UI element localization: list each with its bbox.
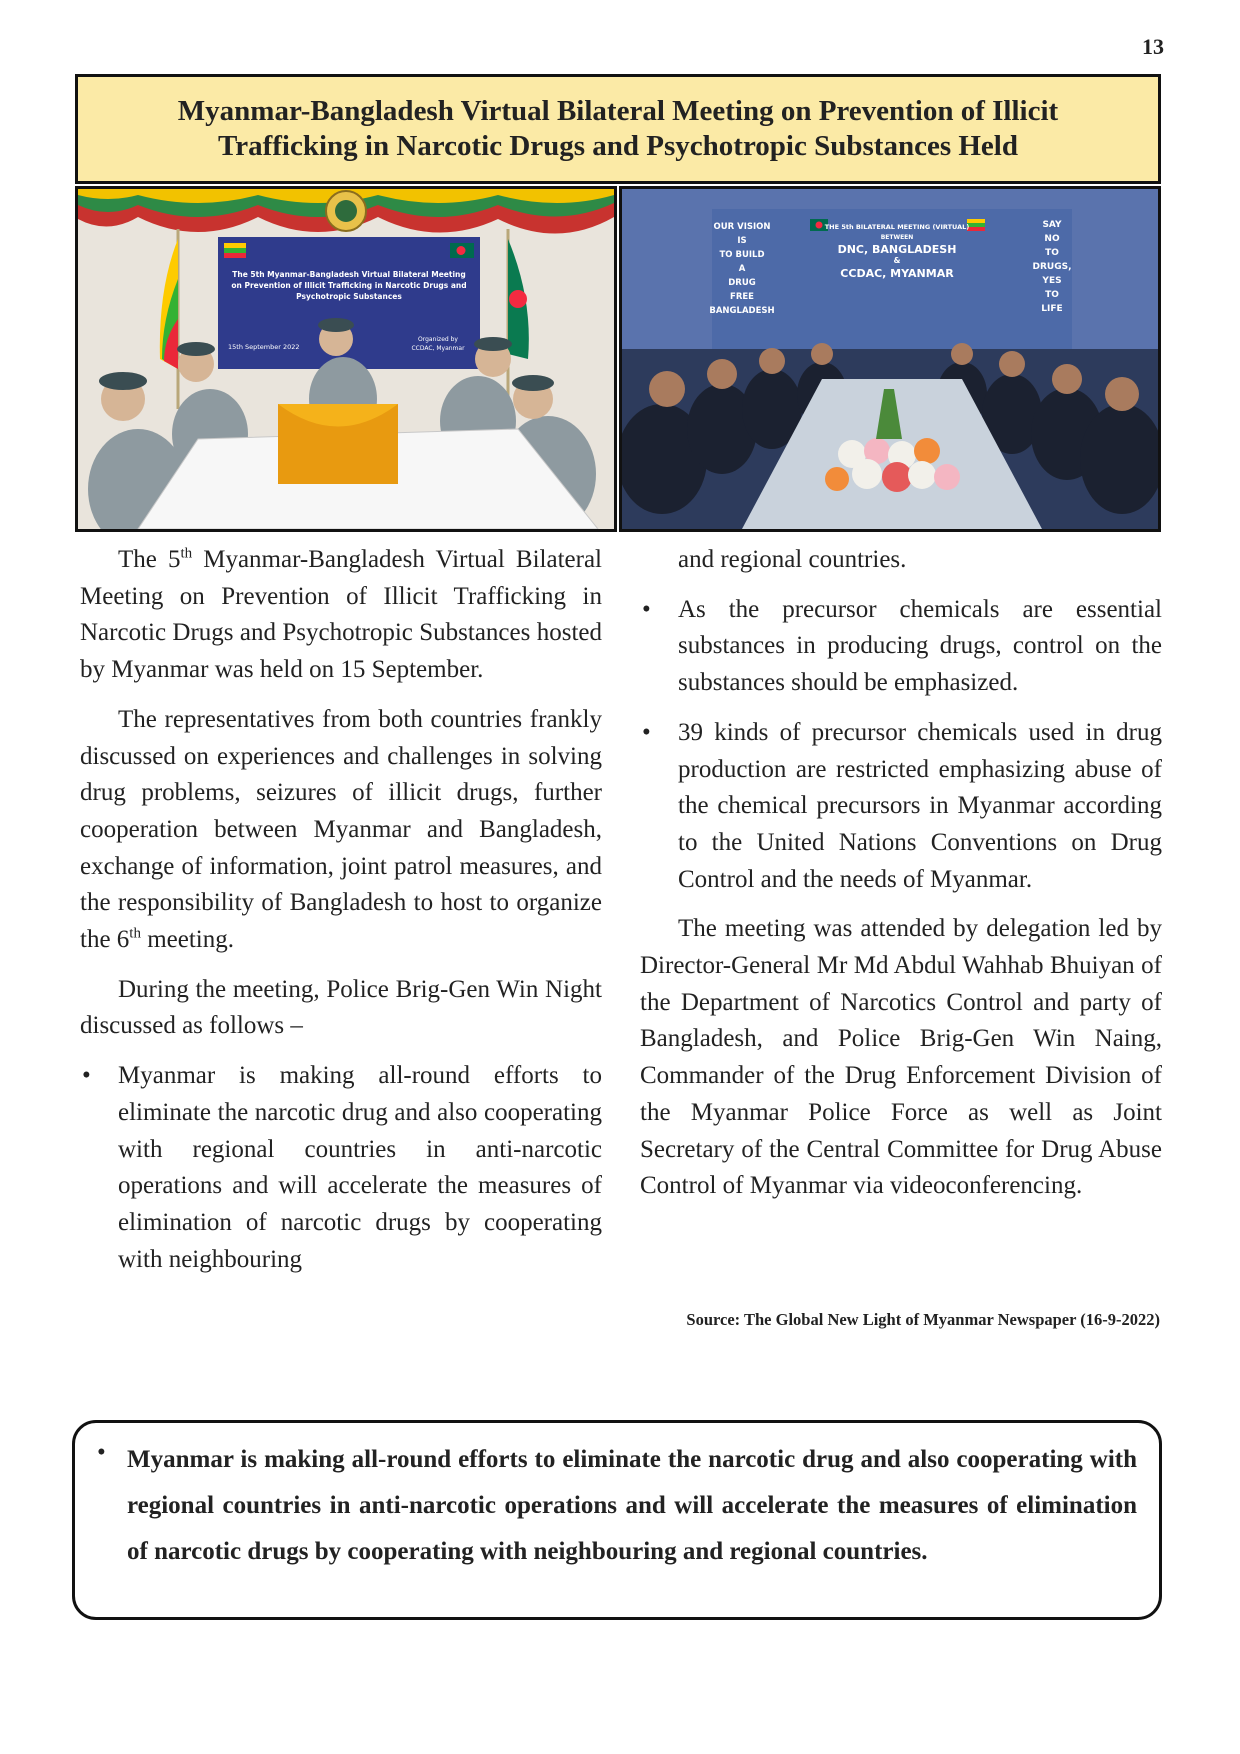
bullet-dot: •	[642, 595, 651, 623]
photo-virtual-meeting-image	[78, 189, 614, 529]
paragraph-intro-start: The 5	[118, 546, 181, 573]
bullet-item-1-text: Myanmar is making all-round efforts to eliminate the narcotic drug and also cooperating with regional countries in anti-narcotic operations and will accelerate the measures of elimination of narcotic drugs by cooperating with neighbouring	[118, 1062, 602, 1273]
sign-left-4: A	[738, 264, 746, 274]
bullet-dot: •	[82, 1062, 91, 1090]
sign-left-2: IS	[737, 236, 747, 246]
photo-row	[75, 186, 1161, 532]
banner-line-1: The 5th Myanmar-Bangladesh Virtual Bilateral Meeting	[232, 270, 466, 279]
photo-bangladesh-meeting	[619, 186, 1161, 532]
bullet-item-1-continued: and regional countries.	[678, 546, 907, 573]
ordinal-suffix: th	[129, 925, 141, 942]
sign-center-1: THE 5th BILATERAL MEETING (VIRTUAL)	[824, 223, 970, 231]
sign-left-5: DRUG	[728, 278, 756, 288]
sign-right-2: NO	[1044, 234, 1060, 244]
sign-right-3: TO	[1045, 248, 1059, 258]
banner-date: 15th September 2022	[228, 343, 300, 351]
bullet-item-1	[80, 1058, 602, 1278]
sign-left-1: OUR VISION	[713, 222, 771, 232]
sign-center-4: &	[893, 256, 901, 265]
right-column	[640, 542, 1162, 1218]
banner-line-3: Psychotropic Substances	[296, 292, 402, 301]
left-column	[80, 542, 602, 1291]
bullet-item-2	[640, 592, 1162, 702]
paragraph-discussion	[80, 702, 602, 959]
sign-right-5: YES	[1042, 276, 1062, 286]
article-title	[75, 74, 1161, 184]
sign-center-5: CCDAC, MYANMAR	[840, 267, 954, 280]
title-line-2: Trafficking in Narcotic Drugs and Psychotropic Substances Held	[218, 130, 1018, 162]
sign-right-1: SAY	[1042, 220, 1062, 230]
banner-line-2: on Prevention of Illicit Trafficking in Narcotic Drugs and	[231, 281, 467, 290]
paragraph-attendance: The meeting was attended by delegation led by Director-General Mr Md Abdul Wahhab Bhuiyan of the Department of Narcotics Control and party of Bangladesh, and Police Brig-Gen Win Naing, Commander of the Drug Enforcement Division of the Myanmar Police Force as well as Joint Secretary of the Central Committee for Drug Abuse Control of Myanmar via videoconferencing.	[640, 915, 1162, 1200]
paragraph-intro	[80, 542, 602, 689]
bullet-item-3	[640, 715, 1162, 899]
sign-right-7: LIFE	[1041, 304, 1063, 314]
sign-left-6: FREE	[730, 292, 754, 302]
sign-right-4: DRUGS,	[1032, 262, 1072, 272]
sign-right-6: TO	[1045, 290, 1059, 300]
sign-left-3: TO BUILD	[719, 250, 765, 260]
paragraph-discussion-start: The representatives from both countries frankly discussed on experiences and challenges in solving drug problems, seizures of illicit drugs, further cooperation between Myanmar and Bangladesh, exchange of information, joint patrol measures, and the responsibility of Bangladesh to host to organize the 6	[80, 705, 602, 954]
paragraph-follows: During the meeting, Police Brig-Gen Win Night discussed as follows –	[80, 975, 602, 1040]
sign-left-7: BANGLADESH	[709, 306, 775, 316]
highlight-box	[72, 1420, 1162, 1620]
highlight-text: Myanmar is making all-round efforts to eliminate the narcotic drug and also cooperating with regional countries in anti-narcotic operations and will accelerate the measures of elimination of narcotic drugs by cooperating with neighbouring and regional countries.	[127, 1446, 1137, 1565]
sign-center-2: BETWEEN	[880, 234, 914, 241]
banner-org-2: CCDAC, Myanmar	[411, 345, 465, 352]
sign-center-3: DNC, BANGLADESH	[837, 243, 957, 256]
paragraph-discussion-end: meeting.	[140, 926, 234, 954]
title-line-1: Myanmar-Bangladesh Virtual Bilateral Meeting on Prevention of Illicit	[177, 95, 1059, 127]
bullet-dot: •	[642, 718, 651, 746]
ordinal-suffix: th	[180, 545, 193, 562]
bullet-dot: •	[97, 1439, 106, 1466]
photo-bangladesh-meeting-image	[622, 189, 1158, 529]
photo-virtual-meeting	[75, 186, 617, 532]
bullet-item-2-text: As the precursor chemicals are essential substances in producing drugs, control on the substances should be emphasized.	[678, 595, 1162, 697]
page-number: 13	[1142, 34, 1164, 59]
paragraph-intro-rest: Myanmar-Bangladesh Virtual Bilateral Meeting on Prevention of Illicit Trafficking in Narcotic Drugs and Psychotropic Substances hosted by Myanmar was held on 15 September.	[80, 546, 602, 684]
source-credit: Source: The Global New Light of Myanmar Newspaper (16-9-2022)	[686, 1310, 1160, 1329]
banner-org-1: Organized by	[418, 336, 458, 343]
bullet-item-3-text: 39 kinds of precursor chemicals used in drug production are restricted emphasizing abuse of the chemical precursors in Myanmar according to the United Nations Conventions on Drug Control and the needs of Myanmar.	[678, 718, 1162, 893]
